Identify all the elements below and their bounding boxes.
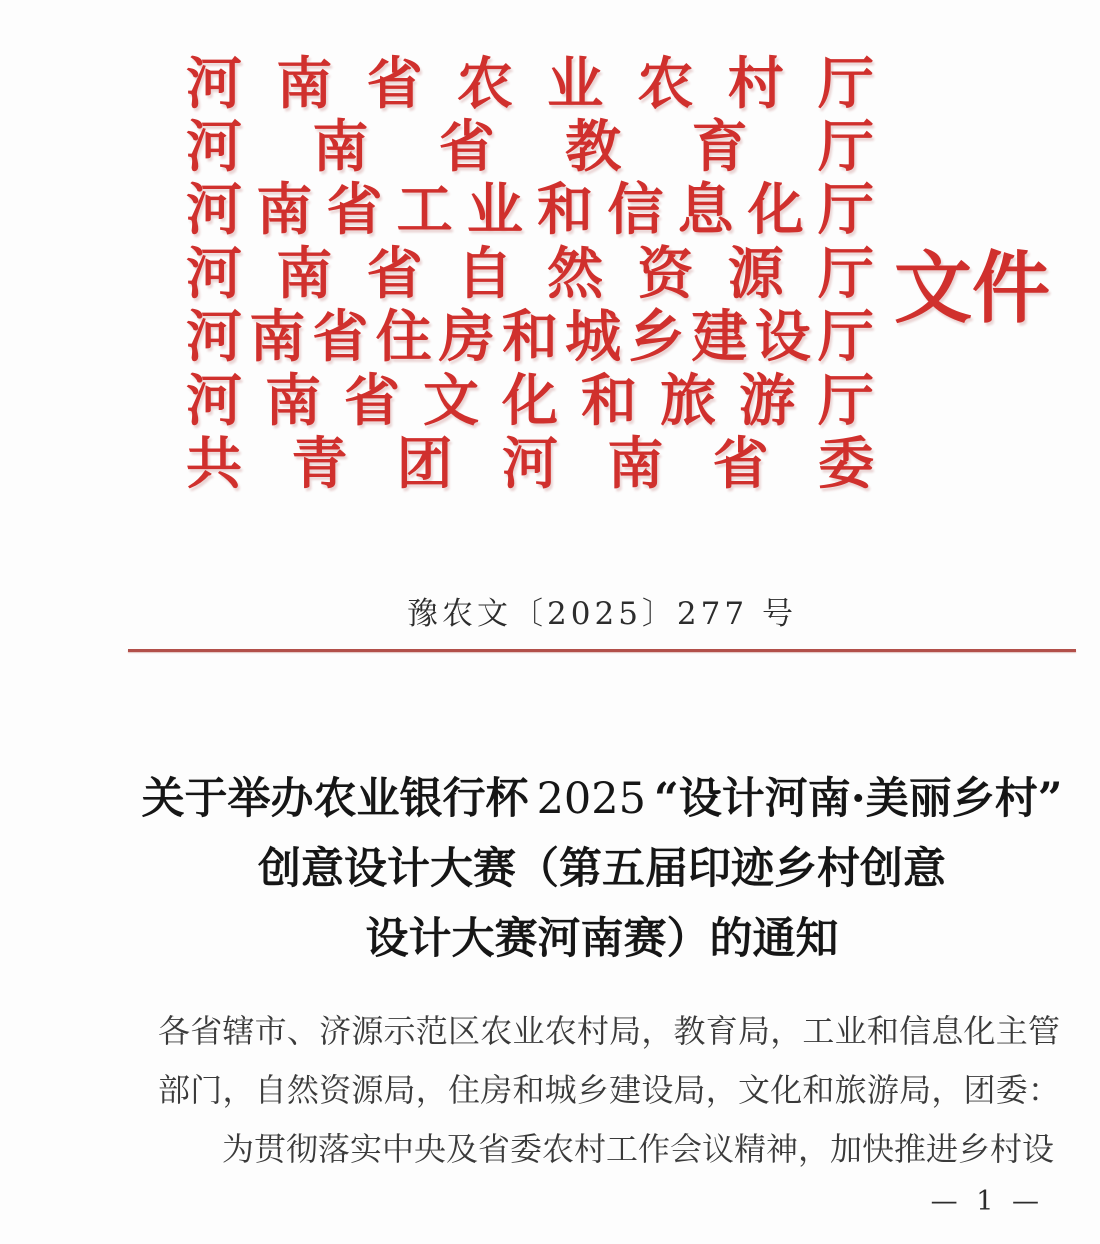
notice-title bbox=[128, 764, 1076, 974]
agency-line: 河 南 省 工 业 和 信 息 化 厅 bbox=[186, 177, 874, 244]
page-number: — 1 — bbox=[930, 1186, 1044, 1217]
doc-reference-number: 豫农文〔2025〕277 号 bbox=[407, 596, 797, 632]
agency-line: 共 青 团 河 南 省 委 bbox=[186, 431, 874, 498]
red-separator-line bbox=[128, 649, 1076, 652]
title-line-3: 设计大赛河南赛）的通知 bbox=[365, 914, 839, 964]
paragraph-line-1: 为贯彻落实中央及省委农村工作会议精神，加快推进乡村设 bbox=[222, 1130, 1055, 1168]
agency-line: 河 南 省 教 育 厅 bbox=[186, 114, 874, 181]
title-line1-prefix: 关于举办农业银行杯 bbox=[141, 774, 529, 824]
title-line1-suffix: “设计河南·美丽乡村” bbox=[654, 774, 1063, 824]
notice-body bbox=[158, 1002, 1060, 1179]
agency-header bbox=[186, 48, 874, 498]
recipients-line-1: 各省辖市、济源示范区农业农村局，教育局，工业和信息化主管 bbox=[158, 1012, 1060, 1050]
agency-line: 河 南 省 文 化 和 旅 游 厅 bbox=[186, 367, 874, 434]
agency-line: 河 南 省 自 然 资 源 厅 bbox=[186, 240, 874, 307]
title-line1-year: 2025 bbox=[536, 774, 646, 824]
title-line-1 bbox=[128, 764, 1076, 834]
agency-line: 河 南 省 农 业 农 村 厅 bbox=[186, 50, 874, 117]
agency-line: 河 南 省 住 房 和 城 乡 建 设 厅 bbox=[186, 304, 874, 371]
recipients-line-2: 部门，自然资源局，住房和城乡建设局，文化和旅游局，团委： bbox=[158, 1071, 1060, 1109]
title-line-2: 创意设计大赛（第五届印迹乡村创意 bbox=[258, 844, 946, 894]
document-label: 文件 bbox=[894, 243, 1051, 334]
